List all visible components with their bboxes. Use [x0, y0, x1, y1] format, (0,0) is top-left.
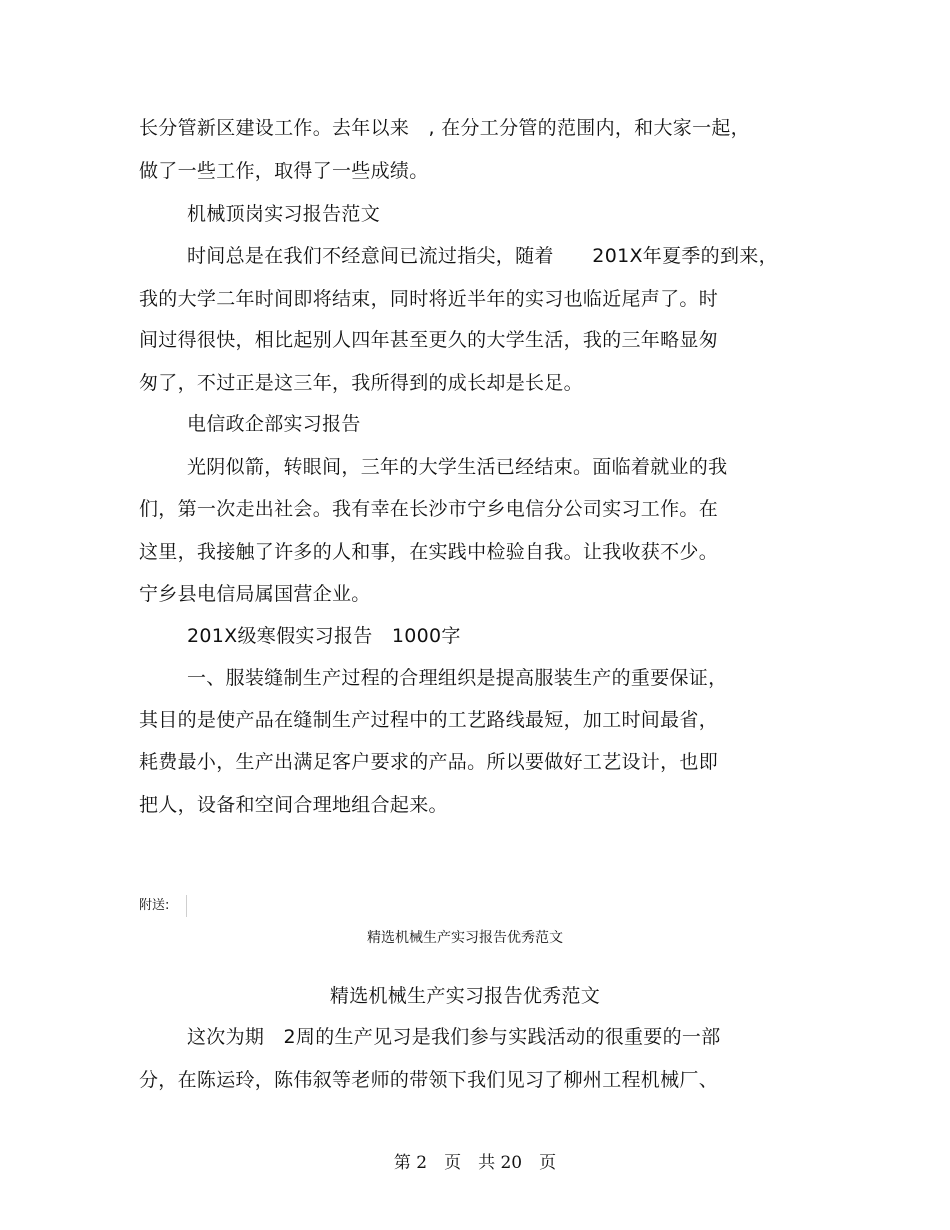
body-line: 把人，设备和空间合理地组合起来。 [139, 794, 448, 816]
appendix-divider [186, 895, 187, 917]
body-line: 宁乡县电信局属国营企业。 [139, 583, 371, 605]
body-line: 光阴似箭，转眼间，三年的大学生活已经结束。面临着就业的我 [187, 456, 728, 478]
body-line: 时间总是在我们不经意间已流过指尖，随着 201X年夏季的到来， [187, 245, 778, 267]
body-line: 我的大学二年时间即将结束，同时将近半年的实习也临近尾声了。时 [139, 288, 719, 310]
section-heading: 201X级寒假实习报告 1000字 [187, 625, 461, 647]
appendix-title: 精选机械生产实习报告优秀范文 [329, 985, 601, 1007]
body-line: 耗费最小，生产出满足客户要求的产品。所以要做好工艺设计，也即 [139, 751, 719, 773]
body-line: 们，第一次走出社会。我有幸在长沙市宁乡电信分公司实习工作。在 [139, 498, 719, 520]
body-line: 做了一些工作，取得了一些成绩。 [139, 160, 429, 182]
page-footer: 第 2 页 共 20 页 [393, 1153, 557, 1173]
section-heading: 电信政企部实习报告 [187, 413, 361, 435]
body-line: 这次为期 2周的生产见习是我们参与实践活动的很重要的一部 [187, 1026, 721, 1048]
body-line: 其目的是使产品在缝制生产过程中的工艺路线最短，加工时间最省， [139, 709, 719, 731]
body-line: 分，在陈运玲，陈伟叙等老师的带领下我们见习了柳州工程机械厂、 [139, 1069, 719, 1091]
appendix-small-title: 精选机械生产实习报告优秀范文 [367, 930, 563, 946]
appendix-label: 附送: [139, 898, 170, 913]
section-heading: 机械顶岗实习报告范文 [187, 203, 381, 225]
body-line: 长分管新区建设工作。去年以来 , 在分工分管的范围内，和大家一起， [139, 117, 750, 139]
body-line: 这里，我接触了许多的人和事，在实践中检验自我。让我收获不少。 [139, 541, 719, 563]
body-line: 间过得很快，相比起别人四年甚至更久的大学生活，我的三年略显匆 [139, 329, 719, 351]
body-line: 一、服装缝制生产过程的合理组织是提高服装生产的重要保证， [187, 667, 728, 689]
body-line: 匆了，不过正是这三年，我所得到的成长却是长足。 [139, 372, 583, 394]
